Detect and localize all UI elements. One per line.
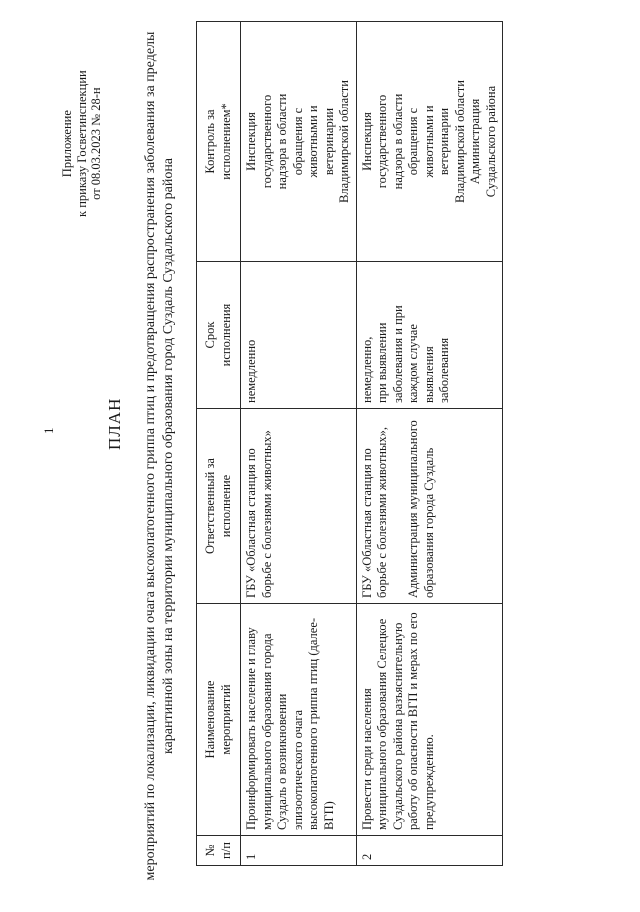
table-row	[356, 22, 503, 866]
appendix-line-3: от 08.03.2023 № 28-н	[89, 87, 103, 200]
appendix-line-1: Приложение	[60, 110, 74, 178]
row-deadline: немедленно	[241, 262, 357, 409]
page-number: 1	[41, 427, 56, 434]
column-header-control: Контроль за исполнением*	[197, 22, 241, 262]
appendix-note	[60, 70, 104, 217]
column-header-deadline: Срок исполнения	[197, 262, 241, 409]
plan-subtitle: мероприятий по локализации, ликвидации очага высокопатогенного гриппа птиц и предотвращения распространения заболевания за пределы карантинной зоны на территории муниципального образования город Суздаль Суздальского района	[143, 31, 176, 881]
column-header-action: Наименование мероприятий	[197, 604, 241, 836]
row-responsible: ГБУ «Областная станция по борьбе с болезнями животных», Администрация муниципального образования города Суздаль	[356, 409, 503, 604]
table-row	[241, 22, 357, 866]
plan-title: ПЛАН	[105, 397, 124, 450]
column-header-number: № п/п	[197, 836, 241, 866]
appendix-line-2: к приказу Госветинспекции	[74, 70, 89, 217]
row-control: Инспекция государственного надзора в области обращения с животными и ветеринарии Владимирской области Администрация Суздальского района	[356, 22, 503, 262]
column-header-responsible: Ответственный за исполнение	[197, 409, 241, 604]
row-deadline: немедленно, при выявлении заболевания и при каждом случае выявления заболевания	[356, 262, 503, 409]
row-responsible: ГБУ «Областная станция по борьбе с болезнями животных»	[241, 409, 357, 604]
plan-table	[196, 21, 503, 866]
row-number: 2	[356, 836, 503, 866]
row-action: Проинформировать население и главу муниципального образования города Суздаль о возникновении эпизоотического очага высокопатогенного гриппа птиц (далее- ВГП)	[241, 604, 357, 836]
row-control: Инспекция государственного надзора в области обращения с животными и ветеринарии Владимирской области	[241, 22, 357, 262]
row-number: 1	[241, 836, 357, 866]
table-header-row	[197, 22, 241, 866]
row-action: Провести среди населения муниципального образования Селецкое Суздальского района разъяснительную работу об опасности ВГП и мерах по его предупреждению.	[356, 604, 503, 836]
